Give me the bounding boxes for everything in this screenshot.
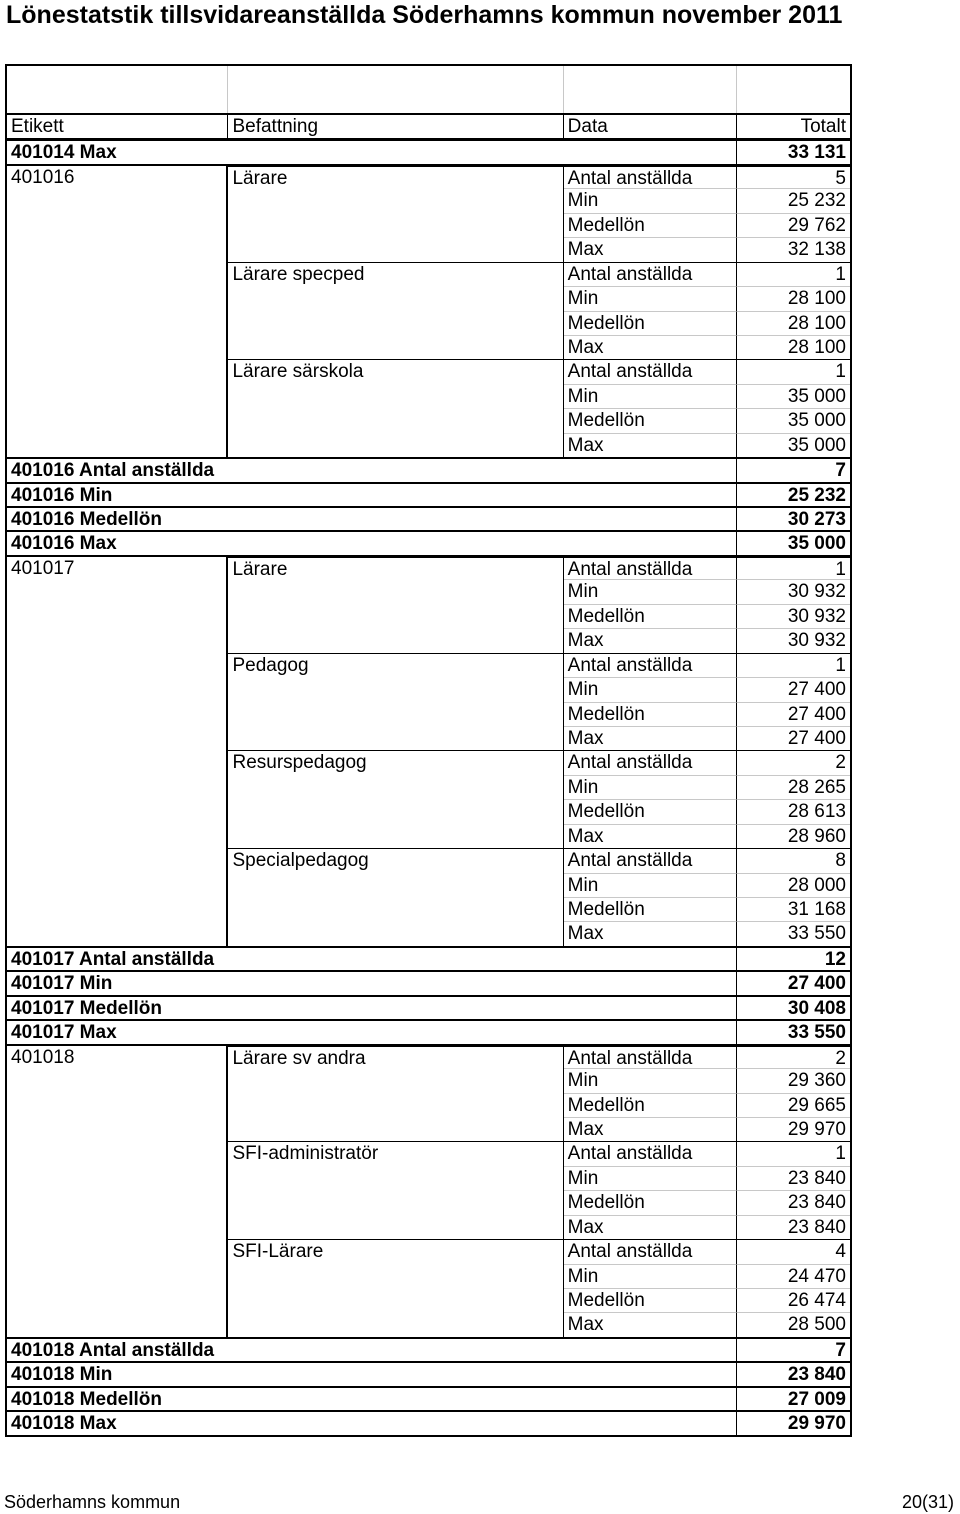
- value-cell: 30 932: [737, 604, 850, 628]
- table-total-row: [7, 970, 850, 994]
- total-label: 401016 Min: [7, 484, 737, 506]
- table-row: [7, 408, 850, 432]
- befattning-cell: Specialpedagog: [228, 848, 563, 872]
- total-label: 401017 Antal anställda: [7, 948, 737, 970]
- value-cell: 28 000: [737, 873, 850, 897]
- befattning-cell: [228, 311, 563, 335]
- etikett-cell: [7, 824, 228, 848]
- total-label: 401018 Max: [7, 1412, 737, 1434]
- data-cell: Max: [564, 921, 738, 945]
- total-label: 401016 Antal anställda: [7, 459, 737, 481]
- total-value: 33 550: [787, 1022, 846, 1044]
- table-row: [7, 1288, 850, 1312]
- table-row: [7, 237, 850, 261]
- value-cell: 27 400: [737, 726, 850, 750]
- befattning-cell: [228, 1288, 563, 1312]
- total-label: 401014 Max: [7, 141, 737, 163]
- befattning-cell: SFI-Lärare: [228, 1239, 563, 1263]
- table-total-row: [7, 1337, 850, 1361]
- data-cell: Min: [564, 188, 738, 212]
- total-value: 30 273: [787, 509, 846, 530]
- column-header-totalt: Totalt: [800, 116, 846, 137]
- table-row: [7, 286, 850, 310]
- table-row: [7, 188, 850, 212]
- etikett-cell: [7, 604, 228, 628]
- table-row: [7, 433, 850, 457]
- column-header-data: Data: [564, 115, 738, 138]
- data-cell: Antal anställda: [564, 1239, 738, 1263]
- data-cell: Min: [564, 873, 738, 897]
- data-cell: Antal anställda: [564, 359, 738, 383]
- value-cell: 28 100: [737, 286, 850, 310]
- etikett-cell: [7, 335, 228, 359]
- value-cell: 1: [737, 262, 850, 286]
- value-cell: 28 500: [737, 1312, 850, 1336]
- etikett-cell: [7, 1215, 228, 1239]
- salary-table: [5, 64, 852, 1437]
- value-cell: 35 000: [737, 433, 850, 457]
- value-cell: 4: [737, 1239, 850, 1263]
- etikett-cell: [7, 1141, 228, 1165]
- table-row: [7, 628, 850, 652]
- befattning-cell: Lärare: [228, 557, 563, 579]
- befattning-cell: Resurspedagog: [228, 750, 563, 774]
- etikett-cell: [7, 628, 228, 652]
- table-row: [7, 1093, 850, 1117]
- data-cell: Max: [564, 433, 738, 457]
- value-cell: 35 000: [737, 408, 850, 432]
- total-label: 401017 Medellön: [7, 997, 737, 1019]
- data-cell: Max: [564, 335, 738, 359]
- table-total-row: [7, 482, 850, 506]
- total-value: 25 232: [787, 484, 846, 506]
- data-cell: Medellön: [564, 897, 738, 921]
- value-cell: 28 100: [737, 335, 850, 359]
- etikett-cell: [7, 286, 228, 310]
- data-cell: Medellön: [564, 213, 738, 237]
- etikett-cell: [7, 775, 228, 799]
- total-value: 30 408: [787, 997, 846, 1019]
- data-cell: Antal anställda: [564, 557, 738, 579]
- befattning-cell: [228, 921, 563, 945]
- etikett-cell: [7, 653, 228, 677]
- befattning-cell: [228, 677, 563, 701]
- befattning-cell: Lärare: [228, 166, 563, 188]
- etikett-cell: [7, 384, 228, 408]
- etikett-cell: [7, 262, 228, 286]
- table-row: [7, 335, 850, 359]
- table-row: [7, 1068, 850, 1092]
- befattning-cell: [228, 1215, 563, 1239]
- value-cell: 24 470: [737, 1264, 850, 1288]
- table-total-row: [7, 530, 850, 554]
- value-cell: 1: [737, 1141, 850, 1165]
- table-row: [7, 579, 850, 603]
- total-value: 7: [835, 460, 846, 482]
- value-cell: 27 400: [737, 677, 850, 701]
- value-cell: 23 840: [737, 1190, 850, 1214]
- befattning-cell: Lärare specped: [228, 262, 563, 286]
- value-cell: 32 138: [737, 237, 850, 261]
- etikett-cell: [7, 188, 228, 212]
- table-row: [7, 726, 850, 750]
- befattning-cell: Lärare särskola: [228, 359, 563, 383]
- befattning-cell: [228, 604, 563, 628]
- befattning-cell: SFI-administratör: [228, 1141, 563, 1165]
- data-cell: Max: [564, 628, 738, 652]
- data-cell: Min: [564, 1166, 738, 1190]
- spacer-cell: [228, 66, 563, 113]
- value-cell: 1: [737, 557, 850, 579]
- table-row: [7, 921, 850, 945]
- value-cell: 28 265: [737, 775, 850, 799]
- data-cell: Medellön: [564, 702, 738, 726]
- etikett-cell: [7, 1166, 228, 1190]
- total-label: 401018 Antal anställda: [7, 1339, 737, 1361]
- data-cell: Medellön: [564, 1093, 738, 1117]
- value-cell: 29 762: [737, 213, 850, 237]
- value-cell: 1: [737, 359, 850, 383]
- befattning-cell: [228, 824, 563, 848]
- data-cell: Antal anställda: [564, 1046, 738, 1068]
- column-header-befattning: Befattning: [228, 115, 563, 138]
- table-row: [7, 897, 850, 921]
- data-cell: Max: [564, 824, 738, 848]
- befattning-cell: [228, 775, 563, 799]
- table-row: [7, 359, 850, 383]
- befattning-cell: [228, 1190, 563, 1214]
- value-cell: 1: [737, 653, 850, 677]
- value-cell: 5: [737, 166, 850, 188]
- etikett-cell: [7, 237, 228, 261]
- value-cell: 30 932: [737, 628, 850, 652]
- etikett-cell: [7, 750, 228, 774]
- total-value: 12: [824, 948, 846, 970]
- etikett-cell: [7, 702, 228, 726]
- value-cell: 33 550: [737, 921, 850, 945]
- value-cell: 27 400: [737, 702, 850, 726]
- table-row: [7, 384, 850, 408]
- table-row: [7, 262, 850, 286]
- befattning-cell: [228, 188, 563, 212]
- value-cell: 23 840: [737, 1215, 850, 1239]
- etikett-cell: [7, 1239, 228, 1263]
- befattning-cell: [228, 799, 563, 823]
- befattning-cell: [228, 286, 563, 310]
- value-cell: 28 100: [737, 311, 850, 335]
- table-row: [7, 1190, 850, 1214]
- data-cell: Antal anställda: [564, 1141, 738, 1165]
- befattning-cell: [228, 237, 563, 261]
- value-cell: 28 960: [737, 824, 850, 848]
- table-row: [7, 1044, 850, 1068]
- footer-organization: Söderhamns kommun: [4, 1492, 181, 1512]
- data-cell: Min: [564, 384, 738, 408]
- etikett-cell: [7, 921, 228, 945]
- value-cell: 29 360: [737, 1068, 850, 1092]
- etikett-cell: [7, 1288, 228, 1312]
- data-cell: Max: [564, 726, 738, 750]
- data-cell: Min: [564, 775, 738, 799]
- table-total-row: [7, 995, 850, 1019]
- total-value: 33 131: [787, 142, 846, 164]
- value-cell: 29 665: [737, 1093, 850, 1117]
- etikett-cell: [7, 579, 228, 603]
- table-row: [7, 311, 850, 335]
- table-row: [7, 1117, 850, 1141]
- value-cell: 26 474: [737, 1288, 850, 1312]
- total-value: 27 400: [787, 973, 846, 995]
- befattning-cell: [228, 897, 563, 921]
- data-cell: Max: [564, 1312, 738, 1336]
- befattning-cell: [228, 726, 563, 750]
- table-total-row: [7, 1386, 850, 1410]
- befattning-cell: [228, 213, 563, 237]
- data-cell: Max: [564, 1215, 738, 1239]
- befattning-cell: [228, 1264, 563, 1288]
- etikett-cell: [7, 897, 228, 921]
- etikett-cell: 401018: [7, 1046, 228, 1068]
- table-header-row: [7, 115, 850, 139]
- data-cell: Antal anställda: [564, 750, 738, 774]
- value-cell: 31 168: [737, 897, 850, 921]
- data-cell: Medellön: [564, 799, 738, 823]
- table-row: [7, 702, 850, 726]
- table-row: [7, 799, 850, 823]
- value-cell: 25 232: [737, 188, 850, 212]
- page-title: Lönestatstik tillsvidareanställda Söderhamns kommun november 2011: [6, 1, 843, 29]
- table-row: [7, 555, 850, 579]
- table-total-row: [7, 457, 850, 481]
- data-cell: Medellön: [564, 408, 738, 432]
- table-row: [7, 653, 850, 677]
- befattning-cell: Lärare sv andra: [228, 1046, 563, 1068]
- etikett-cell: 401016: [7, 166, 228, 188]
- data-cell: Max: [564, 1117, 738, 1141]
- data-cell: Min: [564, 1068, 738, 1092]
- etikett-cell: [7, 677, 228, 701]
- etikett-cell: [7, 848, 228, 872]
- befattning-cell: [228, 1093, 563, 1117]
- table-total-row: [7, 1019, 850, 1043]
- data-cell: Min: [564, 579, 738, 603]
- table-row: [7, 1141, 850, 1165]
- total-label: 401018 Medellön: [7, 1388, 737, 1410]
- etikett-cell: [7, 1093, 228, 1117]
- etikett-cell: [7, 1117, 228, 1141]
- data-cell: Medellön: [564, 1288, 738, 1312]
- data-cell: Min: [564, 1264, 738, 1288]
- data-cell: Min: [564, 286, 738, 310]
- table-row: [7, 824, 850, 848]
- table-row: [7, 750, 850, 774]
- befattning-cell: [228, 1312, 563, 1336]
- spacer-cell: [564, 66, 738, 113]
- data-cell: Medellön: [564, 1190, 738, 1214]
- table-spacer-row: [7, 66, 850, 115]
- value-cell: 8: [737, 848, 850, 872]
- total-label: 401016 Max: [7, 532, 737, 554]
- value-cell: 28 613: [737, 799, 850, 823]
- table-row: [7, 1312, 850, 1336]
- etikett-cell: [7, 433, 228, 457]
- etikett-cell: [7, 1190, 228, 1214]
- total-value: 35 000: [787, 533, 846, 555]
- data-cell: Max: [564, 237, 738, 261]
- table-row: [7, 1239, 850, 1263]
- data-cell: Medellön: [564, 311, 738, 335]
- etikett-cell: [7, 213, 228, 237]
- value-cell: 2: [737, 1046, 850, 1068]
- befattning-cell: [228, 1166, 563, 1190]
- etikett-cell: [7, 311, 228, 335]
- spacer-cell: [737, 66, 850, 113]
- table-total-row: [7, 506, 850, 530]
- table-row: [7, 604, 850, 628]
- befattning-cell: [228, 433, 563, 457]
- table-row: [7, 677, 850, 701]
- etikett-cell: [7, 359, 228, 383]
- etikett-cell: [7, 726, 228, 750]
- table-row: [7, 775, 850, 799]
- total-value: 29 970: [787, 1413, 846, 1435]
- total-label: 401017 Max: [7, 1021, 737, 1043]
- table-row: [7, 164, 850, 188]
- table-row: [7, 1264, 850, 1288]
- befattning-cell: [228, 702, 563, 726]
- table-body: [7, 139, 850, 1434]
- befattning-cell: [228, 579, 563, 603]
- table-total-row: [7, 946, 850, 970]
- etikett-cell: [7, 1068, 228, 1092]
- footer-page-number: 20(31): [901, 1492, 954, 1512]
- befattning-cell: [228, 384, 563, 408]
- table-row: [7, 873, 850, 897]
- etikett-cell: [7, 873, 228, 897]
- befattning-cell: Pedagog: [228, 653, 563, 677]
- etikett-cell: [7, 1312, 228, 1336]
- befattning-cell: [228, 628, 563, 652]
- befattning-cell: [228, 408, 563, 432]
- etikett-cell: [7, 799, 228, 823]
- data-cell: Antal anställda: [564, 262, 738, 286]
- table-row: [7, 1166, 850, 1190]
- column-header-etikett: Etikett: [7, 115, 228, 138]
- data-cell: Medellön: [564, 604, 738, 628]
- table-row: [7, 213, 850, 237]
- total-label: 401016 Medellön: [7, 508, 737, 530]
- etikett-cell: 401017: [7, 557, 228, 579]
- table-row: [7, 1215, 850, 1239]
- data-cell: Antal anställda: [564, 848, 738, 872]
- befattning-cell: [228, 1068, 563, 1092]
- value-cell: 35 000: [737, 384, 850, 408]
- value-cell: 30 932: [737, 579, 850, 603]
- total-value: 7: [835, 1339, 846, 1361]
- total-label: 401017 Min: [7, 972, 737, 994]
- etikett-cell: [7, 408, 228, 432]
- etikett-cell: [7, 1264, 228, 1288]
- total-value: 23 840: [787, 1364, 846, 1386]
- total-label: 401018 Min: [7, 1363, 737, 1385]
- befattning-cell: [228, 873, 563, 897]
- value-cell: 23 840: [737, 1166, 850, 1190]
- table-total-row: [7, 1410, 850, 1434]
- value-cell: 29 970: [737, 1117, 850, 1141]
- data-cell: Antal anställda: [564, 653, 738, 677]
- data-cell: Antal anställda: [564, 166, 738, 188]
- value-cell: 2: [737, 750, 850, 774]
- total-value: 27 009: [787, 1388, 846, 1410]
- table-total-row: [7, 139, 850, 163]
- table-total-row: [7, 1361, 850, 1385]
- table-row: [7, 848, 850, 872]
- data-cell: Min: [564, 677, 738, 701]
- spacer-cell: [7, 66, 228, 113]
- befattning-cell: [228, 335, 563, 359]
- befattning-cell: [228, 1117, 563, 1141]
